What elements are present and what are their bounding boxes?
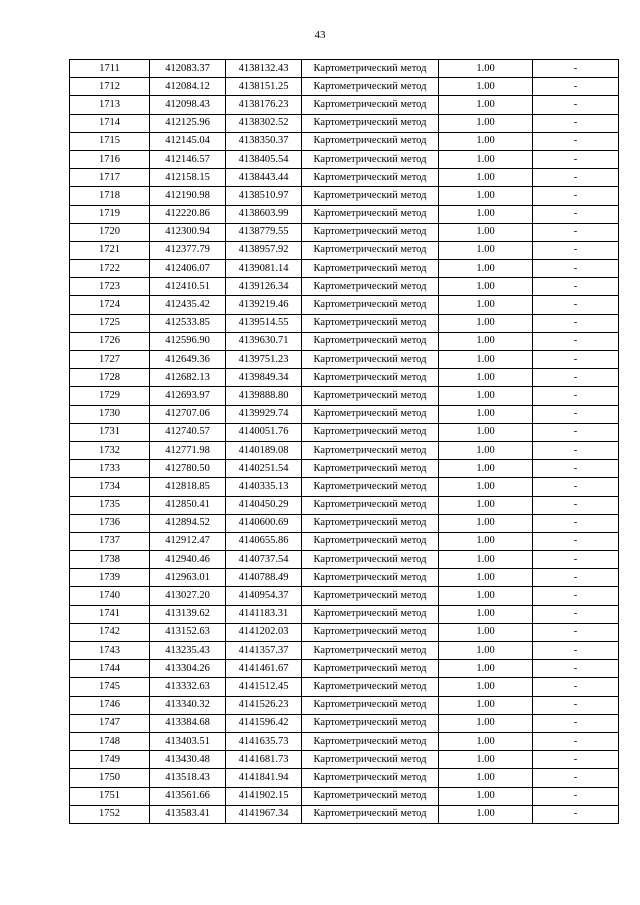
point-number-cell: 1724 bbox=[70, 296, 150, 314]
point-number-cell: 1749 bbox=[70, 751, 150, 769]
accuracy-cell: 1.00 bbox=[439, 478, 533, 496]
accuracy-cell: 1.00 bbox=[439, 514, 533, 532]
accuracy-cell: 1.00 bbox=[439, 96, 533, 114]
point-number-cell: 1752 bbox=[70, 805, 150, 823]
note-cell: - bbox=[533, 623, 619, 641]
accuracy-cell: 1.00 bbox=[439, 223, 533, 241]
point-number-cell: 1726 bbox=[70, 332, 150, 350]
accuracy-cell: 1.00 bbox=[439, 623, 533, 641]
table-row bbox=[70, 187, 619, 205]
accuracy-cell: 1.00 bbox=[439, 314, 533, 332]
y-coordinate-cell: 4138405.54 bbox=[226, 150, 302, 168]
method-cell: Картометрический метод bbox=[302, 260, 439, 278]
method-cell: Картометрический метод bbox=[302, 805, 439, 823]
y-coordinate-cell: 4138443.44 bbox=[226, 169, 302, 187]
accuracy-cell: 1.00 bbox=[439, 132, 533, 150]
point-number-cell: 1734 bbox=[70, 478, 150, 496]
y-coordinate-cell: 4141183.31 bbox=[226, 605, 302, 623]
note-cell: - bbox=[533, 605, 619, 623]
accuracy-cell: 1.00 bbox=[439, 241, 533, 259]
accuracy-cell: 1.00 bbox=[439, 60, 533, 78]
note-cell: - bbox=[533, 132, 619, 150]
method-cell: Картометрический метод bbox=[302, 714, 439, 732]
method-cell: Картометрический метод bbox=[302, 423, 439, 441]
accuracy-cell: 1.00 bbox=[439, 296, 533, 314]
note-cell: - bbox=[533, 314, 619, 332]
y-coordinate-cell: 4141202.03 bbox=[226, 623, 302, 641]
x-coordinate-cell: 412145.04 bbox=[150, 132, 226, 150]
accuracy-cell: 1.00 bbox=[439, 351, 533, 369]
y-coordinate-cell: 4140251.54 bbox=[226, 460, 302, 478]
x-coordinate-cell: 413583.41 bbox=[150, 805, 226, 823]
x-coordinate-cell: 412300.94 bbox=[150, 223, 226, 241]
method-cell: Картометрический метод bbox=[302, 605, 439, 623]
method-cell: Картометрический метод bbox=[302, 296, 439, 314]
y-coordinate-cell: 4141357.37 bbox=[226, 642, 302, 660]
accuracy-cell: 1.00 bbox=[439, 169, 533, 187]
y-coordinate-cell: 4138176.23 bbox=[226, 96, 302, 114]
note-cell: - bbox=[533, 532, 619, 550]
method-cell: Картометрический метод bbox=[302, 587, 439, 605]
point-number-cell: 1723 bbox=[70, 278, 150, 296]
x-coordinate-cell: 412940.46 bbox=[150, 551, 226, 569]
x-coordinate-cell: 412707.06 bbox=[150, 405, 226, 423]
table-row bbox=[70, 623, 619, 641]
accuracy-cell: 1.00 bbox=[439, 332, 533, 350]
accuracy-cell: 1.00 bbox=[439, 369, 533, 387]
table-row bbox=[70, 260, 619, 278]
note-cell: - bbox=[533, 241, 619, 259]
table-row bbox=[70, 569, 619, 587]
x-coordinate-cell: 412146.57 bbox=[150, 150, 226, 168]
note-cell: - bbox=[533, 78, 619, 96]
y-coordinate-cell: 4140450.29 bbox=[226, 496, 302, 514]
note-cell: - bbox=[533, 714, 619, 732]
method-cell: Картометрический метод bbox=[302, 169, 439, 187]
note-cell: - bbox=[533, 551, 619, 569]
point-number-cell: 1740 bbox=[70, 587, 150, 605]
table-row bbox=[70, 678, 619, 696]
point-number-cell: 1731 bbox=[70, 423, 150, 441]
y-coordinate-cell: 4138957.92 bbox=[226, 241, 302, 259]
y-coordinate-cell: 4139514.55 bbox=[226, 314, 302, 332]
method-cell: Картометрический метод bbox=[302, 150, 439, 168]
table-row bbox=[70, 96, 619, 114]
table-row bbox=[70, 605, 619, 623]
table-row bbox=[70, 369, 619, 387]
method-cell: Картометрический метод bbox=[302, 387, 439, 405]
table-row bbox=[70, 241, 619, 259]
point-number-cell: 1735 bbox=[70, 496, 150, 514]
accuracy-cell: 1.00 bbox=[439, 114, 533, 132]
note-cell: - bbox=[533, 205, 619, 223]
x-coordinate-cell: 412190.98 bbox=[150, 187, 226, 205]
y-coordinate-cell: 4141526.23 bbox=[226, 696, 302, 714]
accuracy-cell: 1.00 bbox=[439, 78, 533, 96]
note-cell: - bbox=[533, 114, 619, 132]
note-cell: - bbox=[533, 296, 619, 314]
x-coordinate-cell: 413430.48 bbox=[150, 751, 226, 769]
y-coordinate-cell: 4140737.54 bbox=[226, 551, 302, 569]
note-cell: - bbox=[533, 732, 619, 750]
note-cell: - bbox=[533, 460, 619, 478]
point-number-cell: 1751 bbox=[70, 787, 150, 805]
table-row bbox=[70, 460, 619, 478]
point-number-cell: 1732 bbox=[70, 441, 150, 459]
point-number-cell: 1741 bbox=[70, 605, 150, 623]
method-cell: Картометрический метод bbox=[302, 369, 439, 387]
accuracy-cell: 1.00 bbox=[439, 805, 533, 823]
point-number-cell: 1721 bbox=[70, 241, 150, 259]
method-cell: Картометрический метод bbox=[302, 114, 439, 132]
note-cell: - bbox=[533, 587, 619, 605]
table-row bbox=[70, 314, 619, 332]
point-number-cell: 1722 bbox=[70, 260, 150, 278]
accuracy-cell: 1.00 bbox=[439, 605, 533, 623]
x-coordinate-cell: 412406.07 bbox=[150, 260, 226, 278]
accuracy-cell: 1.00 bbox=[439, 460, 533, 478]
method-cell: Картометрический метод bbox=[302, 678, 439, 696]
y-coordinate-cell: 4141967.34 bbox=[226, 805, 302, 823]
table-row bbox=[70, 223, 619, 241]
method-cell: Картометрический метод bbox=[302, 278, 439, 296]
point-number-cell: 1748 bbox=[70, 732, 150, 750]
note-cell: - bbox=[533, 387, 619, 405]
y-coordinate-cell: 4141902.15 bbox=[226, 787, 302, 805]
point-number-cell: 1711 bbox=[70, 60, 150, 78]
method-cell: Картометрический метод bbox=[302, 78, 439, 96]
y-coordinate-cell: 4141596.42 bbox=[226, 714, 302, 732]
y-coordinate-cell: 4139219.46 bbox=[226, 296, 302, 314]
method-cell: Картометрический метод bbox=[302, 660, 439, 678]
table-row bbox=[70, 78, 619, 96]
method-cell: Картометрический метод bbox=[302, 569, 439, 587]
x-coordinate-cell: 412850.41 bbox=[150, 496, 226, 514]
point-number-cell: 1729 bbox=[70, 387, 150, 405]
table-row bbox=[70, 114, 619, 132]
x-coordinate-cell: 412682.13 bbox=[150, 369, 226, 387]
y-coordinate-cell: 4139081.14 bbox=[226, 260, 302, 278]
note-cell: - bbox=[533, 805, 619, 823]
point-number-cell: 1720 bbox=[70, 223, 150, 241]
y-coordinate-cell: 4140189.08 bbox=[226, 441, 302, 459]
point-number-cell: 1712 bbox=[70, 78, 150, 96]
x-coordinate-cell: 413235.43 bbox=[150, 642, 226, 660]
note-cell: - bbox=[533, 478, 619, 496]
y-coordinate-cell: 4139126.34 bbox=[226, 278, 302, 296]
table-row bbox=[70, 150, 619, 168]
y-coordinate-cell: 4140600.69 bbox=[226, 514, 302, 532]
point-number-cell: 1716 bbox=[70, 150, 150, 168]
method-cell: Картометрический метод bbox=[302, 478, 439, 496]
y-coordinate-cell: 4138603.99 bbox=[226, 205, 302, 223]
x-coordinate-cell: 412780.50 bbox=[150, 460, 226, 478]
y-coordinate-cell: 4141461.67 bbox=[226, 660, 302, 678]
note-cell: - bbox=[533, 787, 619, 805]
table-row bbox=[70, 751, 619, 769]
x-coordinate-cell: 412377.79 bbox=[150, 241, 226, 259]
note-cell: - bbox=[533, 514, 619, 532]
x-coordinate-cell: 413561.66 bbox=[150, 787, 226, 805]
point-number-cell: 1742 bbox=[70, 623, 150, 641]
x-coordinate-cell: 413027.20 bbox=[150, 587, 226, 605]
note-cell: - bbox=[533, 278, 619, 296]
y-coordinate-cell: 4138510.97 bbox=[226, 187, 302, 205]
note-cell: - bbox=[533, 496, 619, 514]
method-cell: Картометрический метод bbox=[302, 205, 439, 223]
note-cell: - bbox=[533, 696, 619, 714]
x-coordinate-cell: 412435.42 bbox=[150, 296, 226, 314]
table-row bbox=[70, 696, 619, 714]
x-coordinate-cell: 413332.63 bbox=[150, 678, 226, 696]
method-cell: Картометрический метод bbox=[302, 532, 439, 550]
y-coordinate-cell: 4139630.71 bbox=[226, 332, 302, 350]
y-coordinate-cell: 4140788.49 bbox=[226, 569, 302, 587]
method-cell: Картометрический метод bbox=[302, 751, 439, 769]
point-number-cell: 1727 bbox=[70, 351, 150, 369]
x-coordinate-cell: 412533.85 bbox=[150, 314, 226, 332]
accuracy-cell: 1.00 bbox=[439, 260, 533, 278]
accuracy-cell: 1.00 bbox=[439, 587, 533, 605]
point-number-cell: 1736 bbox=[70, 514, 150, 532]
table-row bbox=[70, 60, 619, 78]
method-cell: Картометрический метод bbox=[302, 642, 439, 660]
table-row bbox=[70, 423, 619, 441]
accuracy-cell: 1.00 bbox=[439, 678, 533, 696]
table-row bbox=[70, 405, 619, 423]
method-cell: Картометрический метод bbox=[302, 187, 439, 205]
accuracy-cell: 1.00 bbox=[439, 150, 533, 168]
y-coordinate-cell: 4140051.76 bbox=[226, 423, 302, 441]
accuracy-cell: 1.00 bbox=[439, 751, 533, 769]
note-cell: - bbox=[533, 223, 619, 241]
note-cell: - bbox=[533, 150, 619, 168]
table-row bbox=[70, 278, 619, 296]
note-cell: - bbox=[533, 405, 619, 423]
table-row bbox=[70, 660, 619, 678]
accuracy-cell: 1.00 bbox=[439, 696, 533, 714]
table-row bbox=[70, 769, 619, 787]
method-cell: Картометрический метод bbox=[302, 60, 439, 78]
point-number-cell: 1714 bbox=[70, 114, 150, 132]
x-coordinate-cell: 412084.12 bbox=[150, 78, 226, 96]
x-coordinate-cell: 413152.63 bbox=[150, 623, 226, 641]
y-coordinate-cell: 4141635.73 bbox=[226, 732, 302, 750]
x-coordinate-cell: 412158.15 bbox=[150, 169, 226, 187]
x-coordinate-cell: 413518.43 bbox=[150, 769, 226, 787]
table-row bbox=[70, 296, 619, 314]
accuracy-cell: 1.00 bbox=[439, 569, 533, 587]
method-cell: Картометрический метод bbox=[302, 551, 439, 569]
method-cell: Картометрический метод bbox=[302, 732, 439, 750]
method-cell: Картометрический метод bbox=[302, 441, 439, 459]
table-row bbox=[70, 587, 619, 605]
accuracy-cell: 1.00 bbox=[439, 205, 533, 223]
x-coordinate-cell: 412649.36 bbox=[150, 351, 226, 369]
note-cell: - bbox=[533, 369, 619, 387]
y-coordinate-cell: 4138151.25 bbox=[226, 78, 302, 96]
method-cell: Картометрический метод bbox=[302, 514, 439, 532]
y-coordinate-cell: 4140954.37 bbox=[226, 587, 302, 605]
accuracy-cell: 1.00 bbox=[439, 551, 533, 569]
point-number-cell: 1739 bbox=[70, 569, 150, 587]
method-cell: Картометрический метод bbox=[302, 460, 439, 478]
table-row bbox=[70, 514, 619, 532]
accuracy-cell: 1.00 bbox=[439, 187, 533, 205]
note-cell: - bbox=[533, 187, 619, 205]
table-row bbox=[70, 787, 619, 805]
accuracy-cell: 1.00 bbox=[439, 278, 533, 296]
point-number-cell: 1717 bbox=[70, 169, 150, 187]
coordinates-table-body bbox=[70, 60, 619, 824]
method-cell: Картометрический метод bbox=[302, 769, 439, 787]
note-cell: - bbox=[533, 569, 619, 587]
note-cell: - bbox=[533, 60, 619, 78]
x-coordinate-cell: 413340.32 bbox=[150, 696, 226, 714]
y-coordinate-cell: 4138132.43 bbox=[226, 60, 302, 78]
y-coordinate-cell: 4140335.13 bbox=[226, 478, 302, 496]
y-coordinate-cell: 4139888.80 bbox=[226, 387, 302, 405]
method-cell: Картометрический метод bbox=[302, 496, 439, 514]
x-coordinate-cell: 412894.52 bbox=[150, 514, 226, 532]
y-coordinate-cell: 4141681.73 bbox=[226, 751, 302, 769]
x-coordinate-cell: 412912.47 bbox=[150, 532, 226, 550]
point-number-cell: 1718 bbox=[70, 187, 150, 205]
table-row bbox=[70, 351, 619, 369]
point-number-cell: 1745 bbox=[70, 678, 150, 696]
method-cell: Картометрический метод bbox=[302, 223, 439, 241]
x-coordinate-cell: 412410.51 bbox=[150, 278, 226, 296]
table-row bbox=[70, 132, 619, 150]
note-cell: - bbox=[533, 423, 619, 441]
table-row bbox=[70, 732, 619, 750]
accuracy-cell: 1.00 bbox=[439, 732, 533, 750]
note-cell: - bbox=[533, 96, 619, 114]
note-cell: - bbox=[533, 660, 619, 678]
note-cell: - bbox=[533, 351, 619, 369]
table-row bbox=[70, 551, 619, 569]
y-coordinate-cell: 4138350.37 bbox=[226, 132, 302, 150]
table-row bbox=[70, 532, 619, 550]
accuracy-cell: 1.00 bbox=[439, 660, 533, 678]
accuracy-cell: 1.00 bbox=[439, 441, 533, 459]
x-coordinate-cell: 413304.26 bbox=[150, 660, 226, 678]
note-cell: - bbox=[533, 441, 619, 459]
point-number-cell: 1713 bbox=[70, 96, 150, 114]
point-number-cell: 1730 bbox=[70, 405, 150, 423]
y-coordinate-cell: 4141512.45 bbox=[226, 678, 302, 696]
point-number-cell: 1737 bbox=[70, 532, 150, 550]
table-row bbox=[70, 478, 619, 496]
x-coordinate-cell: 412740.57 bbox=[150, 423, 226, 441]
table-row bbox=[70, 332, 619, 350]
y-coordinate-cell: 4138779.55 bbox=[226, 223, 302, 241]
y-coordinate-cell: 4141841.94 bbox=[226, 769, 302, 787]
x-coordinate-cell: 413403.51 bbox=[150, 732, 226, 750]
point-number-cell: 1743 bbox=[70, 642, 150, 660]
accuracy-cell: 1.00 bbox=[439, 387, 533, 405]
y-coordinate-cell: 4139751.23 bbox=[226, 351, 302, 369]
point-number-cell: 1738 bbox=[70, 551, 150, 569]
method-cell: Картометрический метод bbox=[302, 241, 439, 259]
y-coordinate-cell: 4140655.86 bbox=[226, 532, 302, 550]
method-cell: Картометрический метод bbox=[302, 623, 439, 641]
x-coordinate-cell: 412963.01 bbox=[150, 569, 226, 587]
y-coordinate-cell: 4139929.74 bbox=[226, 405, 302, 423]
table-row bbox=[70, 441, 619, 459]
table-row bbox=[70, 169, 619, 187]
x-coordinate-cell: 412125.96 bbox=[150, 114, 226, 132]
point-number-cell: 1719 bbox=[70, 205, 150, 223]
table-row bbox=[70, 805, 619, 823]
x-coordinate-cell: 412220.86 bbox=[150, 205, 226, 223]
note-cell: - bbox=[533, 769, 619, 787]
y-coordinate-cell: 4139849.34 bbox=[226, 369, 302, 387]
x-coordinate-cell: 412596.90 bbox=[150, 332, 226, 350]
point-number-cell: 1747 bbox=[70, 714, 150, 732]
page-number: 43 bbox=[314, 29, 326, 41]
accuracy-cell: 1.00 bbox=[439, 496, 533, 514]
method-cell: Картометрический метод bbox=[302, 132, 439, 150]
note-cell: - bbox=[533, 678, 619, 696]
method-cell: Картометрический метод bbox=[302, 96, 439, 114]
method-cell: Картометрический метод bbox=[302, 314, 439, 332]
x-coordinate-cell: 412083.37 bbox=[150, 60, 226, 78]
point-number-cell: 1746 bbox=[70, 696, 150, 714]
accuracy-cell: 1.00 bbox=[439, 642, 533, 660]
coordinates-table bbox=[69, 59, 619, 824]
point-number-cell: 1750 bbox=[70, 769, 150, 787]
accuracy-cell: 1.00 bbox=[439, 769, 533, 787]
note-cell: - bbox=[533, 332, 619, 350]
method-cell: Картометрический метод bbox=[302, 351, 439, 369]
method-cell: Картометрический метод bbox=[302, 405, 439, 423]
accuracy-cell: 1.00 bbox=[439, 714, 533, 732]
table-row bbox=[70, 496, 619, 514]
x-coordinate-cell: 413384.68 bbox=[150, 714, 226, 732]
x-coordinate-cell: 413139.62 bbox=[150, 605, 226, 623]
method-cell: Картометрический метод bbox=[302, 787, 439, 805]
point-number-cell: 1744 bbox=[70, 660, 150, 678]
point-number-cell: 1725 bbox=[70, 314, 150, 332]
point-number-cell: 1715 bbox=[70, 132, 150, 150]
x-coordinate-cell: 412693.97 bbox=[150, 387, 226, 405]
table-row bbox=[70, 387, 619, 405]
note-cell: - bbox=[533, 260, 619, 278]
note-cell: - bbox=[533, 169, 619, 187]
y-coordinate-cell: 4138302.52 bbox=[226, 114, 302, 132]
note-cell: - bbox=[533, 751, 619, 769]
accuracy-cell: 1.00 bbox=[439, 405, 533, 423]
table-row bbox=[70, 205, 619, 223]
x-coordinate-cell: 412098.43 bbox=[150, 96, 226, 114]
x-coordinate-cell: 412818.85 bbox=[150, 478, 226, 496]
accuracy-cell: 1.00 bbox=[439, 787, 533, 805]
note-cell: - bbox=[533, 642, 619, 660]
table-row bbox=[70, 714, 619, 732]
accuracy-cell: 1.00 bbox=[439, 423, 533, 441]
point-number-cell: 1733 bbox=[70, 460, 150, 478]
accuracy-cell: 1.00 bbox=[439, 532, 533, 550]
table-row bbox=[70, 642, 619, 660]
point-number-cell: 1728 bbox=[70, 369, 150, 387]
x-coordinate-cell: 412771.98 bbox=[150, 441, 226, 459]
method-cell: Картометрический метод bbox=[302, 696, 439, 714]
method-cell: Картометрический метод bbox=[302, 332, 439, 350]
